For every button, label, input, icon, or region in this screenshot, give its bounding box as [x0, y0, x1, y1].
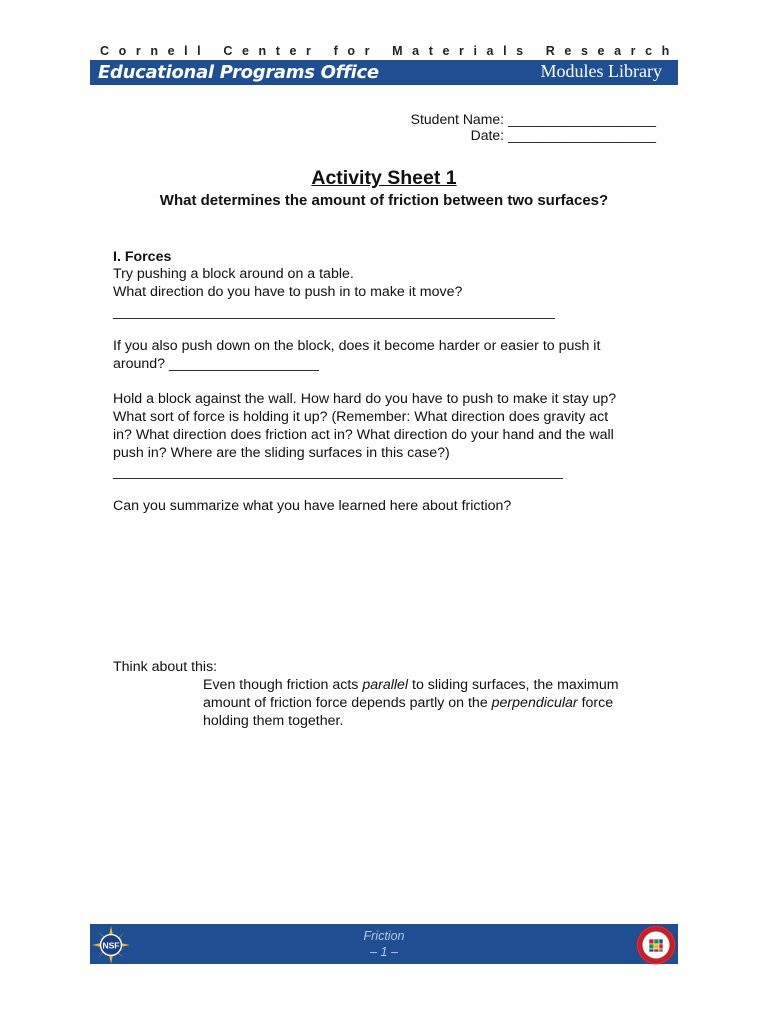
date-blank[interactable]: ___________________ — [508, 127, 656, 143]
think-label: Think about this: — [113, 659, 218, 675]
think-text: amount of friction force depends partly on the — [203, 695, 492, 711]
question-line: If you also push down on the block, does it become harder or easier to push it — [113, 338, 601, 354]
question-line[interactable]: around? ___________________ — [113, 356, 319, 372]
date-label: Date: — [470, 127, 505, 143]
think-emphasis: perpendicular — [491, 695, 578, 711]
footer-text — [90, 928, 678, 960]
footer-banner — [90, 924, 678, 964]
student-name-field[interactable] — [411, 111, 656, 127]
page-number: – 1 – — [370, 945, 398, 959]
question-line: Can you summarize what you have learned here about friction? — [113, 498, 512, 514]
office-name: Educational Programs Office — [98, 62, 379, 83]
question-line: What sort of force is holding it up? (Remember: What direction does gravity act — [113, 409, 609, 425]
think-text: to sliding surfaces, the maximum — [408, 677, 619, 693]
library-name: Modules Library — [540, 61, 662, 81]
footer-topic: Friction — [363, 929, 405, 943]
student-name-label: Student Name: — [410, 111, 505, 127]
nsf-logo-text: NSF — [102, 940, 120, 951]
section-heading: I. Forces — [113, 249, 172, 265]
page-title: Activity Sheet 1 — [311, 167, 457, 189]
student-name-blank[interactable]: ___________________ — [508, 111, 656, 127]
think-line-1 — [203, 676, 619, 694]
page-subtitle: What determines the amount of friction between two surfaces? — [159, 192, 609, 209]
question-line: Try pushing a block around on a table. — [113, 266, 354, 282]
think-line-2 — [203, 694, 613, 712]
think-line-3: holding them together. — [203, 713, 344, 729]
question-line: in? What direction does friction act in? What direction do your hand and the wall — [113, 427, 614, 443]
ccmr-seal-icon — [636, 925, 676, 965]
think-text: Even though friction acts — [203, 677, 363, 693]
date-field[interactable] — [471, 127, 656, 143]
answer-blank[interactable]: _________________________________________________________ — [113, 464, 563, 480]
header-banner — [90, 60, 678, 85]
org-line: Cornell Center for Materials Research — [100, 44, 679, 58]
think-text: force — [577, 695, 614, 711]
question-line: Hold a block against the wall. How hard do you have to push to make it stay up? — [113, 391, 617, 407]
question-line: What direction do you have to push in to make it move? — [113, 284, 463, 300]
answer-blank[interactable]: ________________________________________________________ — [113, 304, 555, 320]
question-line: push in? Where are the sliding surfaces in this case?) — [113, 445, 450, 461]
think-emphasis: parallel — [362, 677, 409, 693]
